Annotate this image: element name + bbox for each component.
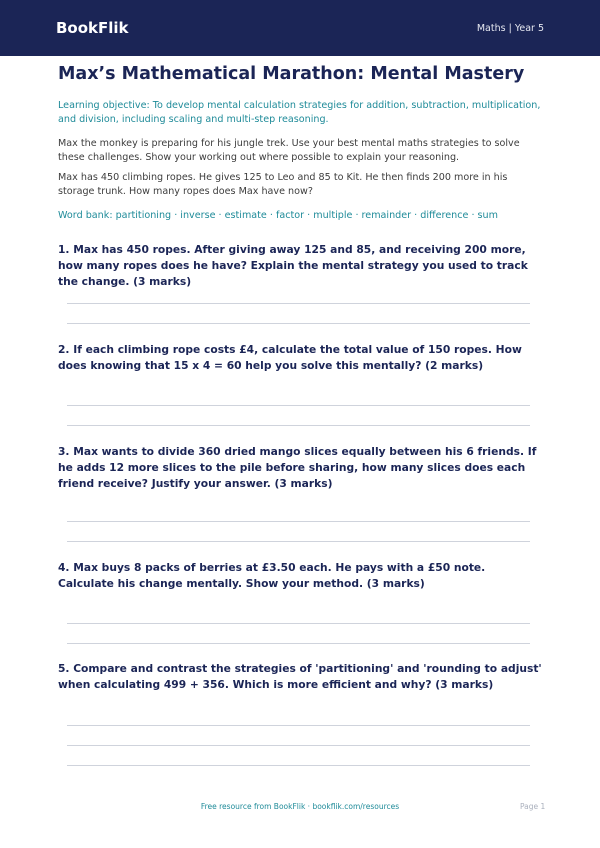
answer-line[interactable] [67, 425, 530, 426]
question-1: 1. Max has 450 ropes. After giving away 125 and 85, and receiving 200 more, how many ropes does he have? Explain the mental strategy you used to track the change. (3 marks) [58, 243, 528, 288]
word-bank: Word bank: partitioning · inverse · estimate · factor · multiple · remainder · difference · sum [58, 210, 498, 221]
page-title: Max’s Mathematical Marathon: Mental Mastery [58, 64, 525, 84]
answer-line[interactable] [67, 765, 530, 766]
page-number: Page 1 [520, 802, 546, 811]
answer-line[interactable] [67, 541, 530, 542]
answer-line[interactable] [67, 405, 530, 406]
subject-year: Maths | Year 5 [476, 22, 544, 34]
question-4: 4. Max buys 8 packs of berries at £3.50 each. He pays with a £50 note. Calculate his change mentally. Show your method. (3 marks) [58, 561, 486, 590]
answer-line[interactable] [67, 725, 530, 726]
scenario-paragraph: Max has 450 climbing ropes. He gives 125 to Leo and 85 to Kit. He then finds 200 more in his storage trunk. How many ropes does Max have now? [58, 172, 508, 197]
brand-logo: BookFlik [56, 19, 129, 37]
question-2: 2. If each climbing rope costs £4, calculate the total value of 150 ropes. How does knowing that 15 x 4 = 60 help you solve this mentally? (2 marks) [58, 343, 522, 372]
answer-line[interactable] [67, 303, 530, 304]
page-header [0, 0, 600, 56]
answer-line[interactable] [67, 643, 530, 644]
footer-text: Free resource from BookFlik · bookflik.com/resources [200, 802, 400, 811]
answer-line[interactable] [67, 623, 530, 624]
answer-line[interactable] [67, 745, 530, 746]
answer-line[interactable] [67, 323, 530, 324]
question-5: 5. Compare and contrast the strategies of 'partitioning' and 'rounding to adjust' when calculating 499 + 356. Which is more efficient and why? (3 marks) [58, 662, 542, 691]
learning-objective: Learning objective: To develop mental calculation strategies for addition, subtraction, multiplication, and division, including scaling and multi-step reasoning. [58, 100, 541, 125]
question-3: 3. Max wants to divide 360 dried mango slices equally between his 6 friends. If he adds 12 more slices to the pile before sharing, how many slices does each friend receive? Justify your answer. (3 marks) [58, 445, 537, 490]
answer-line[interactable] [67, 521, 530, 522]
intro-paragraph: Max the monkey is preparing for his jungle trek. Use your best mental maths strategies to solve these challenges. Show your working out where possible to explain your reasoning. [58, 138, 520, 163]
